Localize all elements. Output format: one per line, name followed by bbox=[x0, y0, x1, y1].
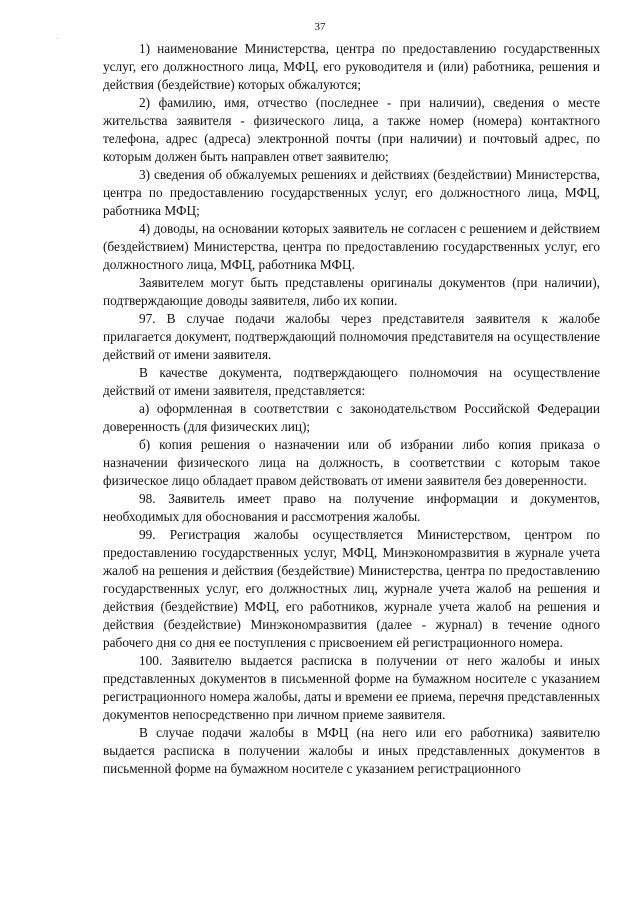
paragraph-97-a: а) оформленная в соответствии с законодательством Российской Федерации доверенность (для физических лиц); bbox=[103, 401, 600, 434]
paragraph-item-1: 1) наименование Министерства, центра по предоставлению государственных услуг, его должностного лица, МФЦ, его руководителя и (или) работника, решения и действия (бездействие) которых обжалуются; bbox=[103, 41, 600, 92]
paragraph-100-mfc: В случае подачи жалобы в МФЦ (на него или его работника) заявителю выдается расписка в получении жалобы и иных представленных документов в письменной форме на бумажном носителе с указанием регистрационного bbox=[103, 725, 600, 776]
paragraph-item-3: 3) сведения об обжалуемых решениях и действиях (бездействии) Министерства, центра по предоставлению государственных услуг, его должностного лица, МФЦ, работника МФЦ; bbox=[103, 167, 600, 218]
paragraph-item-4: 4) доводы, на основании которых заявитель не согласен с решением и действием (бездействием) Министерства, центра по предоставлению государственных услуг, его должностного лица, МФЦ, работника МФЦ. bbox=[103, 221, 600, 272]
paragraph-97-documents: В качестве документа, подтверждающего полномочия на осуществление действий от имени заявителя, представляется: bbox=[103, 365, 600, 398]
paragraph-originals: Заявителем могут быть представлены оригиналы документов (при наличии), подтверждающие доводы заявителя, либо их копии. bbox=[103, 275, 600, 308]
paragraph-item-2: 2) фамилию, имя, отчество (последнее - при наличии), сведения о месте жительства заявителя - физического лица, а также номер (номера) контактного телефона, адрес (адреса) электронной почты (при наличии) и почтовый адрес, по которым должен быть направлен ответ заявителю; bbox=[103, 95, 600, 164]
paragraph-97: 97. В случае подачи жалобы через представителя заявителя к жалобе прилагается документ, подтверждающий полномочия представителя на осуществление действий от имени заявителя. bbox=[103, 311, 600, 362]
paragraph-99: 99. Регистрация жалобы осуществляется Министерством, центром по предоставлению государственных услуг, МФЦ, Минэкономразвития в журнале учета жалоб на решения и действия (бездействие) Министерства, центра по предоставлению государственных услуг, его должностных лиц, журнале учета жалоб на решения и действия (бездействие) МФЦ, его работников, журнале учета жалоб на решения и действия (бездействие) Минэкономразвития (далее - журнал) в течение одного рабочего дня со дня ее поступления с присвоением ей регистрационного номера. bbox=[103, 527, 600, 650]
page-number: 37 bbox=[314, 21, 326, 33]
paragraph-100: 100. Заявителю выдается расписка в получении от него жалобы и иных представленных документов в письменной форме на бумажном носителе с указанием регистрационного номера жалобы, даты и времени ее приема, перечня представленных документов непосредственно при личном приеме заявителя. bbox=[103, 653, 600, 722]
paragraph-97-b: б) копия решения о назначении или об избрании либо копия приказа о назначении физического лица на должность, в соответствии с которым такое физическое лицо обладает правом действовать от имени заявителя без доверенности. bbox=[103, 437, 600, 488]
document-body bbox=[103, 40, 600, 778]
scan-mark: . bbox=[57, 33, 59, 41]
paragraph-98: 98. Заявитель имеет право на получение информации и документов, необходимых для обоснования и рассмотрения жалобы. bbox=[103, 491, 600, 524]
